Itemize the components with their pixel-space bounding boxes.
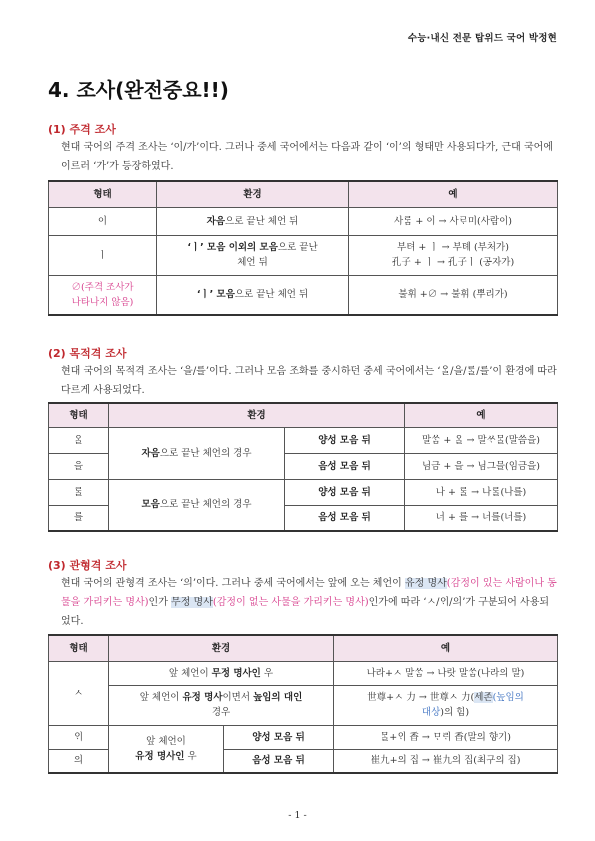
- form-cell: 을: [49, 453, 109, 479]
- env-cell: ‘ㅣ’ 모음으로 끝난 체언 뒤: [157, 275, 349, 315]
- example-cell: 부텨 + ㅣ → 부톄 (부처가) 孔子 + ㅣ → 孔子ㅣ (공자가): [349, 235, 558, 275]
- form-cell: ᄋᆞᆯ: [49, 427, 109, 453]
- example-cell: 불휘 +∅ → 불휘 (뿌리가): [349, 275, 558, 315]
- object-particle-table: [48, 402, 558, 532]
- sub-env-cell: 음성 모음 뒤: [224, 749, 334, 773]
- form-cell: 의: [49, 749, 109, 773]
- section-paragraph: 현대 국어의 관형격 조사는 ‘의’이다. 그러나 중세 국어에서는 앞에 오는 체언이 유정 명사(감정이 있는 사람이나 동물을 가리키는 명사)인가 무정 명사(감정이 없는 사물을 가리키는 명사)인가에 따라 ‘ㅅ/ᄋᆡ/의’가 구분되어 사용되었다.: [61, 578, 557, 627]
- sub-env-cell: 양성 모음 뒤: [285, 479, 405, 505]
- env-group-cell: 모음으로 끝난 체언의 경우: [109, 479, 285, 531]
- sub-env-cell: 양성 모음 뒤: [285, 427, 405, 453]
- genitive-particle-table: [48, 634, 558, 774]
- form-cell: ㅅ: [49, 661, 109, 725]
- form-cell: ᄅᆞᆯ: [49, 479, 109, 505]
- form-cell: ᄋᆡ: [49, 725, 109, 749]
- section-heading-subject-particle: (1) 주격 조사: [48, 123, 116, 136]
- env-cell: 앞 체언이 무정 명사인 우: [109, 661, 334, 685]
- col-header-env: 환경: [109, 403, 405, 427]
- section-paragraph: 현대 국어의 목적격 조사는 ‘을/를’이다. 그러나 모음 조화를 중시하던 중세 국어에서는 ‘ᄋᆞᆯ/을/ᄅᆞᆯ/를’이 환경에 따라 다르게 사용되었다.: [61, 366, 557, 396]
- col-header-env: 환경: [109, 635, 334, 661]
- env-cell: 자음으로 끝난 체언 뒤: [157, 207, 349, 235]
- example-cell: 나 + ᄅᆞᆯ → 나ᄅᆞᆯ(나를): [405, 479, 558, 505]
- example-cell: 世尊+ㅅ 力 → 世尊ㅅ 力(세존(높임의 대상)의 힘): [334, 685, 558, 725]
- example-cell: 나라+ㅅ 말ᄊᆞᆷ → 나랏 말ᄊᆞᆷ(나라의 말): [334, 661, 558, 685]
- form-cell: 를: [49, 505, 109, 531]
- env-group-cell: 자음으로 끝난 체언의 경우: [109, 427, 285, 479]
- example-cell: 님금 + 을 → 님그믈(임금을): [405, 453, 558, 479]
- col-header-form: 형태: [49, 403, 109, 427]
- example-cell: 崔九+의 집 → 崔九의 집(최구의 집): [334, 749, 558, 773]
- section-heading-object-particle: (2) 목적격 조사: [48, 347, 127, 360]
- env-cell: ‘ㅣ’ 모음 이외의 모음으로 끝난 체언 뒤: [157, 235, 349, 275]
- example-cell: 너 + 를 → 너를(너를): [405, 505, 558, 531]
- col-header-env: 환경: [157, 181, 349, 207]
- form-cell: ㅣ: [49, 235, 157, 275]
- example-cell: 말ᄊᆞᆷ + ᄋᆞᆯ → 말ᄊᆞᄆᆞᆯ(말씀을): [405, 427, 558, 453]
- col-header-form: 형태: [49, 181, 157, 207]
- env-group-cell: 앞 체언이 유정 명사인 우: [109, 725, 224, 773]
- form-cell: 이: [49, 207, 157, 235]
- sub-env-cell: 양성 모음 뒤: [224, 725, 334, 749]
- page-header: 수능·내신 전문 탑위드 국어 박정현: [407, 33, 557, 44]
- page-title: 4. 조사(완전중요!!): [48, 78, 229, 102]
- example-cell: ᄆᆞᆯ+ᄋᆡ 香 → ᄆᆞᄅᆡ 香(말의 향기): [334, 725, 558, 749]
- col-header-example: 예: [334, 635, 558, 661]
- env-cell: 앞 체언이 유정 명사이면서 높임의 대인 경우: [109, 685, 334, 725]
- col-header-example: 예: [405, 403, 558, 427]
- form-cell: ∅(주격 조사가 나타나지 않음): [49, 275, 157, 315]
- subject-particle-table: [48, 180, 558, 316]
- section-paragraph: 현대 국어의 주격 조사는 ‘이/가’이다. 그러나 중세 국어에서는 다음과 같이 ‘이’의 형태만 사용되다가, 근대 국어에 이르러 ‘가’가 등장하였다.: [61, 142, 553, 172]
- example-cell: 사ᄅᆞᆷ + 이 → 사ᄅᆞ미(사람이): [349, 207, 558, 235]
- col-header-example: 예: [349, 181, 558, 207]
- col-header-form: 형태: [49, 635, 109, 661]
- sub-env-cell: 음성 모음 뒤: [285, 505, 405, 531]
- page-number: - 1 -: [288, 810, 307, 821]
- sub-env-cell: 음성 모음 뒤: [285, 453, 405, 479]
- section-heading-genitive-particle: (3) 관형격 조사: [48, 559, 127, 572]
